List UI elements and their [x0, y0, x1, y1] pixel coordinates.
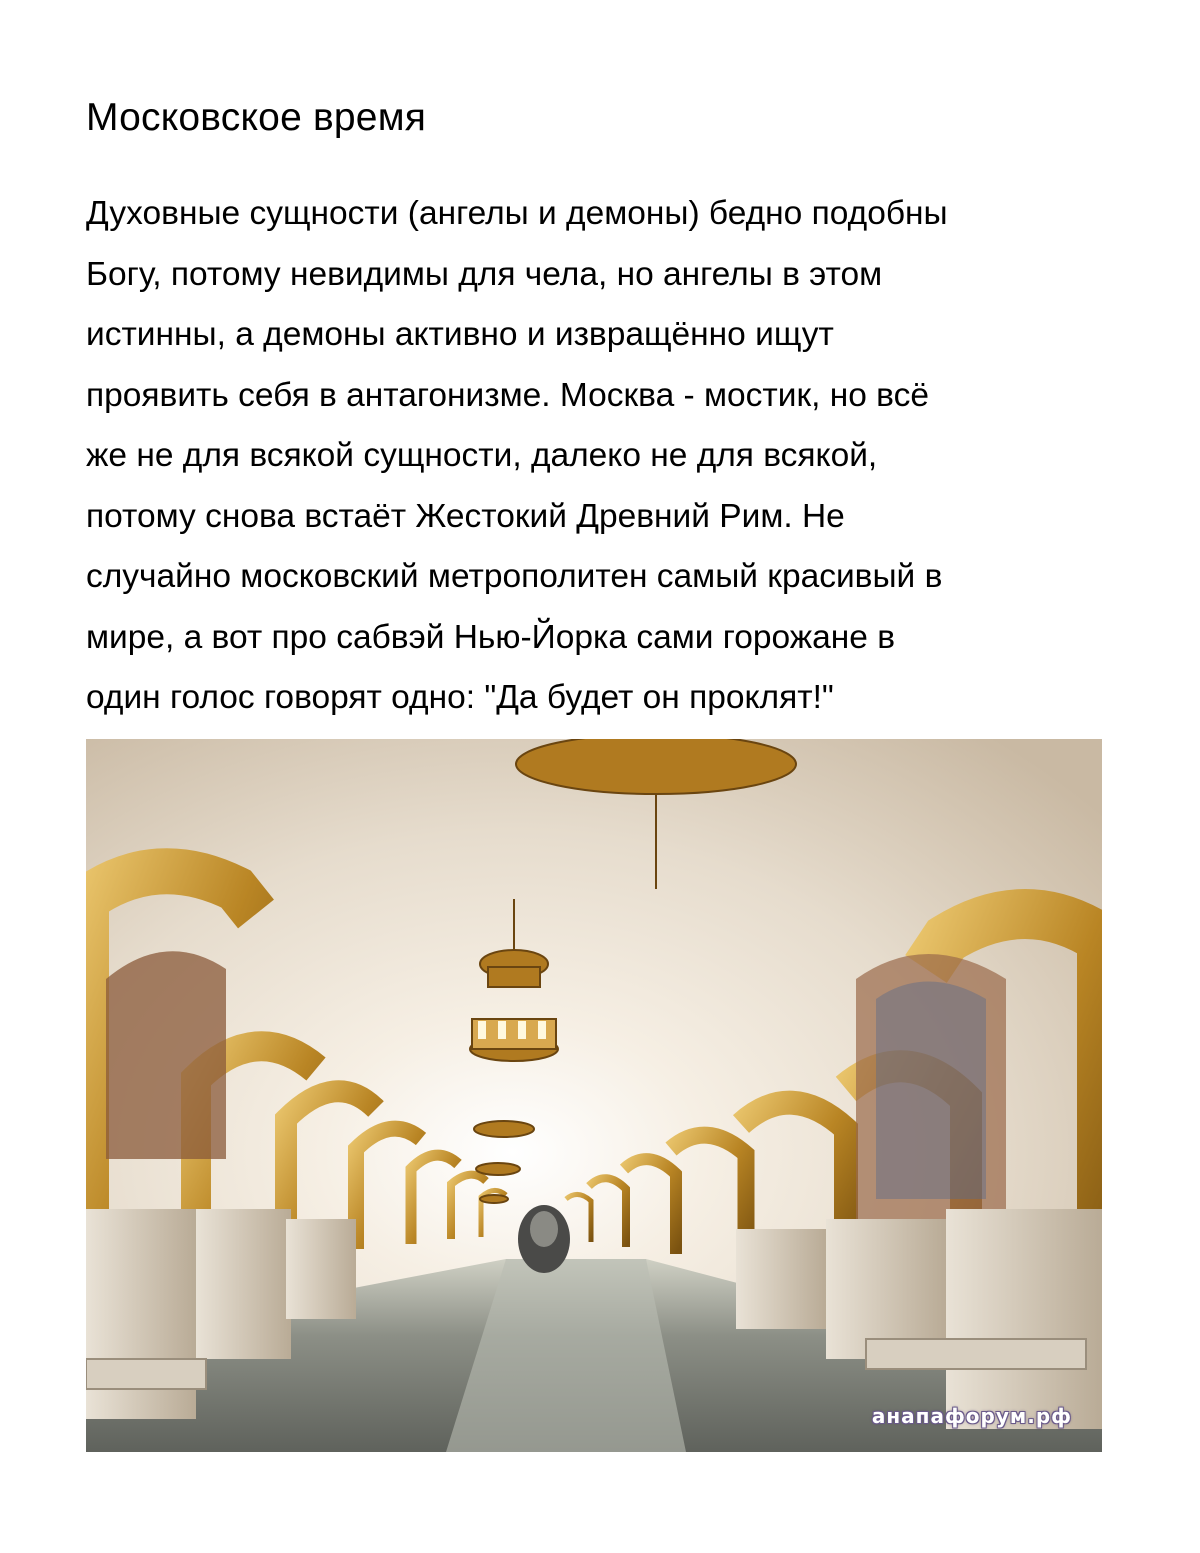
paragraph-line: Богу, потому невидимы для чела, но ангелы в этом: [86, 255, 883, 293]
metro-hall-illustration: [86, 739, 1102, 1452]
body-paragraph: [86, 184, 1116, 729]
paragraph-line: же не для всякой сущности, далеко не для всякой,: [86, 437, 878, 474]
document-page: [86, 0, 1116, 1553]
page-title: Московское время: [86, 96, 427, 139]
photo-watermark: анапафорум.рф: [871, 1404, 1072, 1428]
paragraph-line: потому снова встаёт Жестокий Древний Рим. Не: [86, 497, 845, 535]
metro-station-photo: [86, 739, 1102, 1452]
paragraph-line: случайно московский метрополитен самый красивый в: [86, 558, 943, 595]
paragraph-line: Духовные сущности (ангелы и демоны) бедно подобны: [86, 195, 948, 232]
paragraph-line: один голос говорят одно: "Да будет он проклят!": [86, 679, 834, 716]
paragraph-line: истинны, а демоны активно и извращённо ищут: [86, 316, 834, 353]
paragraph-line: мире, а вот про сабвэй Нью-Йорка сами горожане в: [86, 618, 896, 656]
paragraph-line: проявить себя в антагонизме. Москва - мостик, но всё: [86, 376, 929, 414]
